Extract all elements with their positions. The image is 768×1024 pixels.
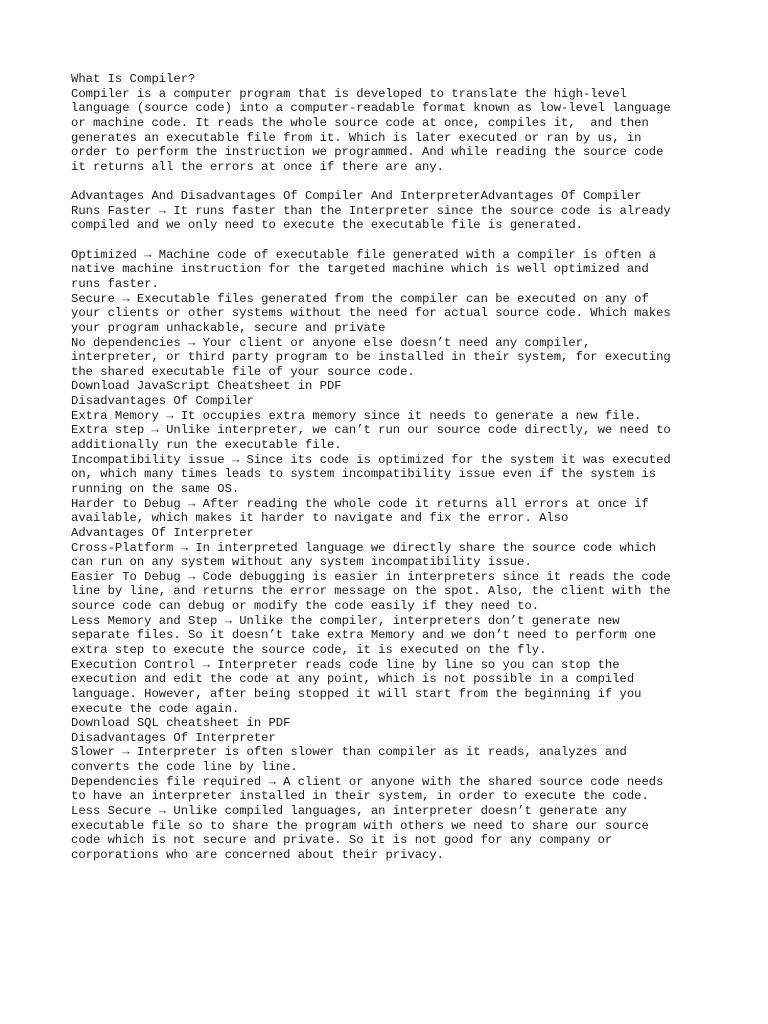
text-line: extra step to execute the source code, it is executed on the fly. (71, 642, 547, 657)
text-line: converts the code line by line. (71, 760, 298, 775)
text-line: on, which many times leads to system incompatibility issue even if the system is (71, 467, 657, 482)
text-line: language (source code) into a computer-readable format known as low-level language (71, 101, 671, 116)
text-line: the shared executable file of your source code. (71, 364, 415, 379)
text-line: Optimized → Machine code of executable file generated with a compiler is often a (71, 247, 657, 262)
text-line: it returns all the errors at once if there are any. (71, 159, 444, 174)
text-line: Advantages And Disadvantages Of Compiler And InterpreterAdvantages Of Compiler (71, 189, 642, 204)
text-line: Harder to Debug → After reading the whole code it returns all errors at once if (71, 496, 649, 511)
text-line: separate files. So it doesn’t take extra Memory and we don’t need to perform one (71, 628, 657, 643)
text-line: additionally run the executable file. (71, 438, 342, 453)
text-line: corporations who are concerned about their privacy. (71, 847, 444, 862)
text-line: source code can debug or modify the code easily if they need to. (71, 599, 540, 614)
blank-line (71, 233, 711, 248)
text-line: Download SQL cheatsheet in PDF (71, 716, 291, 731)
text-line: Extra step → Unlike interpreter, we can’t run our source code directly, we need to (71, 423, 671, 438)
text-line: language. However, after being stopped it will start from the beginning if you (71, 686, 642, 701)
text-line: Disadvantages Of Interpreter (71, 730, 276, 745)
text-line: Dependencies file required → A client or anyone with the shared source code needs (71, 774, 664, 789)
text-line: interpreter, or third party program to be installed in their system, for executing (71, 350, 671, 365)
text-line: execute the code again. (71, 701, 240, 716)
text-line: executable file so to share the program with others we need to share our source (71, 818, 649, 833)
blank-line (71, 174, 711, 189)
text-line: running on the same OS. (71, 481, 240, 496)
text-line: No dependencies → Your client or anyone else doesn’t need any compiler, (71, 335, 591, 350)
text-line: Download JavaScript Cheatsheet in PDF (71, 379, 342, 394)
text-line: or machine code. It reads the whole source code at once, compiles it, and then (71, 115, 649, 130)
text-line: runs faster. (71, 276, 159, 291)
text-line: Secure → Executable files generated from the compiler can be executed on any of (71, 291, 649, 306)
text-line: can run on any system without any system incompatibility issue. (71, 555, 532, 570)
text-line: Advantages Of Interpreter (71, 525, 254, 540)
text-line: compiled and we only need to execute the executable file is generated. (71, 218, 583, 233)
text-line: Compiler is a computer program that is developed to translate the high-level (71, 86, 627, 101)
text-line: Less Memory and Step → Unlike the compiler, interpreters don’t generate new (71, 613, 620, 628)
text-line: to have an interpreter installed in their system, in order to execute the code. (71, 789, 649, 804)
text-line: code which is not secure and private. So it is not good for any company or (71, 833, 613, 848)
text-line: Runs Faster → It runs faster than the Interpreter since the source code is already (71, 203, 671, 218)
text-line: Incompatibility issue → Since its code is optimized for the system it was executed (71, 452, 671, 467)
text-line: available, which makes it harder to navigate and fix the error. Also (71, 511, 569, 526)
text-line: Execution Control → Interpreter reads code line by line so you can stop the (71, 657, 620, 672)
text-line: Extra Memory → It occupies extra memory since it needs to generate a new file. (71, 408, 642, 423)
text-line: native machine instruction for the targeted machine which is well optimized and (71, 262, 649, 277)
text-line: your clients or other systems without the need for actual source code. Which makes (71, 306, 671, 321)
text-line: line by line, and returns the error message on the spot. Also, the client with the (71, 584, 671, 599)
text-line: Cross-Platform → In interpreted language we directly share the source code which (71, 540, 657, 555)
text-line: Easier To Debug → Code debugging is easier in interpreters since it reads the code (71, 569, 671, 584)
document-body (71, 72, 711, 863)
text-line: Slower → Interpreter is often slower than compiler as it reads, analyzes and (71, 745, 627, 760)
text-line: your program unhackable, secure and private (71, 320, 386, 335)
text-line: What Is Compiler? (71, 72, 196, 86)
text-line: order to perform the instruction we programmed. And while reading the source code (71, 145, 664, 160)
text-line: Less Secure → Unlike compiled languages, an interpreter doesn’t generate any (71, 804, 627, 819)
text-line: Disadvantages Of Compiler (71, 394, 254, 409)
text-line: generates an executable file from it. Which is later executed or ran by us, in (71, 130, 642, 145)
text-line: execution and edit the code at any point, which is not possible in a compiled (71, 672, 635, 687)
